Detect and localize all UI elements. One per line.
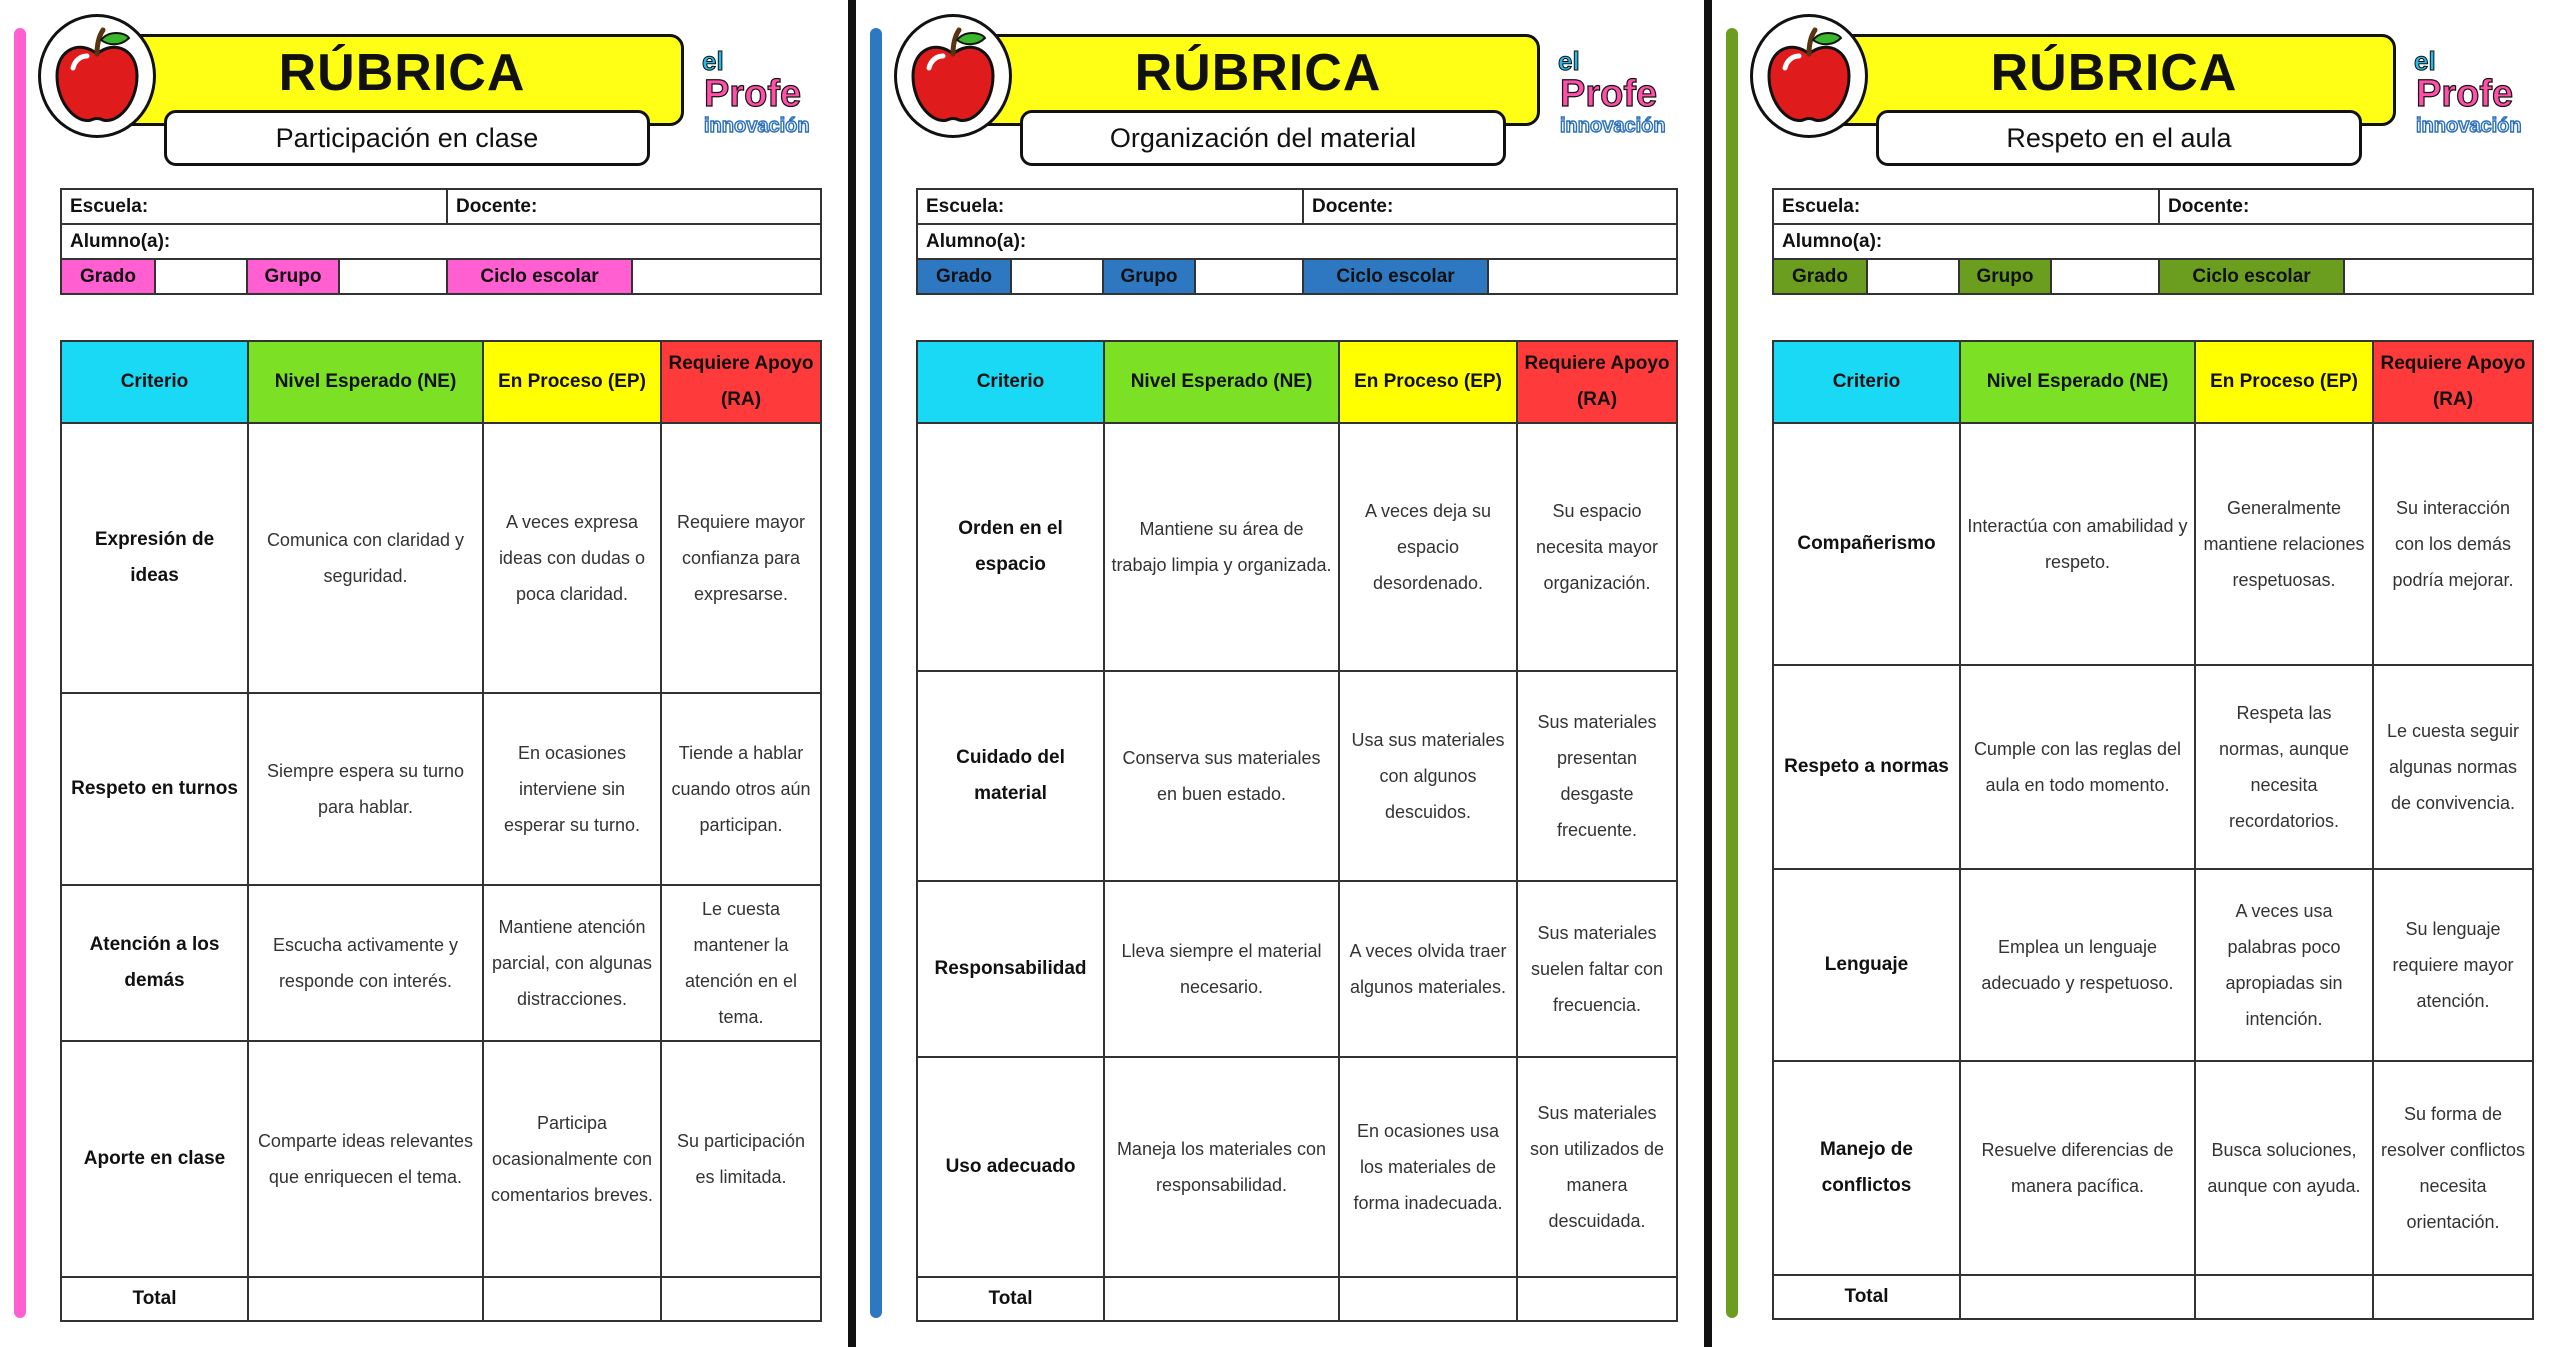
grado-field[interactable] — [155, 259, 247, 294]
total-ne-cell[interactable] — [1960, 1275, 2195, 1319]
col-en-proceso: En Proceso (EP) — [2195, 341, 2373, 423]
table-row — [61, 1041, 821, 1277]
student-info-table — [916, 188, 1678, 295]
criterio-cell: Respeto en turnos — [61, 693, 248, 885]
total-ep-cell[interactable] — [1339, 1277, 1517, 1321]
student-info-table — [60, 188, 822, 295]
total-ra-cell[interactable] — [1517, 1277, 1677, 1321]
table-row — [917, 423, 1677, 671]
ep-cell[interactable]: Mantiene atención parcial, con algunas distracciones. — [483, 885, 661, 1041]
criterio-cell: Atención a los demás — [61, 885, 248, 1041]
col-en-proceso: En Proceso (EP) — [1339, 341, 1517, 423]
rubric-subtitle: Organización del material — [1020, 110, 1506, 166]
total-label: Total — [1773, 1275, 1960, 1319]
table-row — [61, 885, 821, 1041]
total-ne-cell[interactable] — [1104, 1277, 1339, 1321]
criterio-cell: Lenguaje — [1773, 869, 1960, 1061]
criterio-cell: Uso adecuado — [917, 1057, 1104, 1277]
header-row — [61, 341, 821, 423]
ra-cell[interactable]: Requiere mayor confianza para expresarse. — [661, 423, 821, 693]
col-requiere-apoyo: Requiere Apoyo (RA) — [1517, 341, 1677, 423]
apple-badge — [38, 14, 156, 138]
ep-cell[interactable]: Usa sus materiales con algunos descuidos. — [1339, 671, 1517, 881]
ep-cell[interactable]: A veces olvida traer algunos materiales. — [1339, 881, 1517, 1057]
col-criterio: Criterio — [61, 341, 248, 423]
grupo-label: Grupo — [247, 259, 339, 294]
col-requiere-apoyo: Requiere Apoyo (RA) — [661, 341, 821, 423]
criterio-cell: Manejo de conflictos — [1773, 1061, 1960, 1275]
rubric-table — [60, 340, 822, 1322]
logo — [694, 40, 826, 140]
ep-cell[interactable]: A veces expresa ideas con dudas o poca claridad. — [483, 423, 661, 693]
ep-cell[interactable]: En ocasiones interviene sin esperar su turno. — [483, 693, 661, 885]
table-row — [917, 1057, 1677, 1277]
apple-icon — [907, 26, 999, 126]
ne-cell[interactable]: Siempre espera su turno para hablar. — [248, 693, 483, 885]
ra-cell[interactable]: Sus materiales suelen faltar con frecuencia. — [1517, 881, 1677, 1057]
ra-cell[interactable]: Su lenguaje requiere mayor atención. — [2373, 869, 2533, 1061]
criterio-cell: Compañerismo — [1773, 423, 1960, 665]
grupo-field[interactable] — [2051, 259, 2159, 294]
grupo-label: Grupo — [1959, 259, 2051, 294]
ne-cell[interactable]: Comunica con claridad y seguridad. — [248, 423, 483, 693]
student-info-table — [1772, 188, 2534, 295]
ra-cell[interactable]: Le cuesta seguir algunas normas de convivencia. — [2373, 665, 2533, 869]
ciclo-field[interactable] — [632, 259, 821, 294]
svg-text:el: el — [702, 46, 724, 76]
el-profe-logo — [2406, 40, 2538, 140]
grado-label: Grado — [917, 259, 1011, 294]
header-row — [917, 341, 1677, 423]
col-criterio: Criterio — [1773, 341, 1960, 423]
grado-field[interactable] — [1011, 259, 1103, 294]
ra-cell[interactable]: Su espacio necesita mayor organización. — [1517, 423, 1677, 671]
ciclo-label: Ciclo escolar — [1303, 259, 1488, 294]
escuela-field[interactable]: Escuela: — [1773, 189, 2159, 224]
svg-text:innovación: innovación — [704, 115, 810, 137]
docente-field[interactable]: Docente: — [447, 189, 821, 224]
total-ne-cell[interactable] — [248, 1277, 483, 1321]
ciclo-label: Ciclo escolar — [447, 259, 632, 294]
rubric-sheet — [856, 0, 1704, 1347]
rubric-subtitle: Respeto en el aula — [1876, 110, 2362, 166]
table-row — [917, 671, 1677, 881]
rubric-title: RÚBRICA — [1134, 44, 1382, 102]
docente-field[interactable]: Docente: — [1303, 189, 1677, 224]
criterio-cell: Responsabilidad — [917, 881, 1104, 1057]
criterio-cell: Cuidado del material — [917, 671, 1104, 881]
table-row — [1773, 665, 2533, 869]
ciclo-field[interactable] — [1488, 259, 1677, 294]
total-label: Total — [61, 1277, 248, 1321]
escuela-field[interactable]: Escuela: — [61, 189, 447, 224]
criterio-cell: Aporte en clase — [61, 1041, 248, 1277]
svg-text:Profe: Profe — [704, 73, 802, 115]
criterio-cell: Orden en el espacio — [917, 423, 1104, 671]
ne-cell[interactable]: Resuelve diferencias de manera pacífica. — [1960, 1061, 2195, 1275]
svg-text:innovación: innovación — [2416, 115, 2522, 137]
ep-cell[interactable]: Generalmente mantiene relaciones respetuosas. — [2195, 423, 2373, 665]
ep-cell[interactable]: Respeta las normas, aunque necesita recordatorios. — [2195, 665, 2373, 869]
total-ra-cell[interactable] — [661, 1277, 821, 1321]
ne-cell[interactable]: Cumple con las reglas del aula en todo momento. — [1960, 665, 2195, 869]
table-row — [61, 423, 821, 693]
escuela-field[interactable]: Escuela: — [917, 189, 1303, 224]
accent-strip — [14, 28, 26, 1318]
svg-text:Profe: Profe — [2416, 73, 2514, 115]
ep-cell[interactable]: A veces usa palabras poco apropiadas sin intención. — [2195, 869, 2373, 1061]
rubric-subtitle: Participación en clase — [164, 110, 650, 166]
ne-cell[interactable]: Lleva siempre el material necesario. — [1104, 881, 1339, 1057]
rubric-table — [1772, 340, 2534, 1320]
grupo-field[interactable] — [339, 259, 447, 294]
col-nivel-esperado: Nivel Esperado (NE) — [1104, 341, 1339, 423]
accent-strip — [870, 28, 882, 1318]
el-profe-logo — [1550, 40, 1682, 140]
ne-cell[interactable]: Maneja los materiales con responsabilidad. — [1104, 1057, 1339, 1277]
svg-text:el: el — [1558, 46, 1580, 76]
grado-label: Grado — [1773, 259, 1867, 294]
table-row — [917, 881, 1677, 1057]
ne-cell[interactable]: Emplea un lenguaje adecuado y respetuoso. — [1960, 869, 2195, 1061]
ciclo-label: Ciclo escolar — [2159, 259, 2344, 294]
ra-cell[interactable]: Sus materiales presentan desgaste frecuente. — [1517, 671, 1677, 881]
docente-field[interactable]: Docente: — [2159, 189, 2533, 224]
ep-cell[interactable]: En ocasiones usa los materiales de forma inadecuada. — [1339, 1057, 1517, 1277]
grado-field[interactable] — [1867, 259, 1959, 294]
ep-cell[interactable]: A veces deja su espacio desordenado. — [1339, 423, 1517, 671]
el-profe-logo — [694, 40, 826, 140]
total-ep-cell[interactable] — [483, 1277, 661, 1321]
ne-cell[interactable]: Interactúa con amabilidad y respeto. — [1960, 423, 2195, 665]
logo — [2406, 40, 2538, 140]
ep-cell[interactable]: Busca soluciones, aunque con ayuda. — [2195, 1061, 2373, 1275]
table-row — [61, 693, 821, 885]
col-en-proceso: En Proceso (EP) — [483, 341, 661, 423]
apple-icon — [51, 26, 143, 126]
grupo-field[interactable] — [1195, 259, 1303, 294]
rubric-sheet — [0, 0, 848, 1347]
ra-cell[interactable]: Su interacción con los demás podría mejorar. — [2373, 423, 2533, 665]
ciclo-field[interactable] — [2344, 259, 2533, 294]
svg-text:Profe: Profe — [1560, 73, 1658, 115]
rubric-title: RÚBRICA — [1990, 44, 2238, 102]
total-ra-cell[interactable] — [2373, 1275, 2533, 1319]
svg-text:innovación: innovación — [1560, 115, 1666, 137]
ne-cell[interactable]: Conserva sus materiales en buen estado. — [1104, 671, 1339, 881]
apple-badge — [894, 14, 1012, 138]
total-label: Total — [917, 1277, 1104, 1321]
grupo-label: Grupo — [1103, 259, 1195, 294]
svg-text:el: el — [2414, 46, 2436, 76]
rubric-table — [916, 340, 1678, 1322]
criterio-cell: Respeto a normas — [1773, 665, 1960, 869]
rubric-sheet — [1712, 0, 2560, 1347]
ra-cell[interactable]: Le cuesta mantener la atención en el tema. — [661, 885, 821, 1041]
header-row — [1773, 341, 2533, 423]
ra-cell[interactable]: Su participación es limitada. — [661, 1041, 821, 1277]
table-row — [1773, 869, 2533, 1061]
alumno-field[interactable]: Alumno(a): — [917, 224, 1677, 259]
rubric-title: RÚBRICA — [278, 44, 526, 102]
apple-icon — [1763, 26, 1855, 126]
table-row — [1773, 423, 2533, 665]
alumno-field[interactable]: Alumno(a): — [61, 224, 821, 259]
apple-badge — [1750, 14, 1868, 138]
ne-cell[interactable]: Mantiene su área de trabajo limpia y organizada. — [1104, 423, 1339, 671]
ne-cell[interactable]: Escucha activamente y responde con interés. — [248, 885, 483, 1041]
logo — [1550, 40, 1682, 140]
ra-cell[interactable]: Tiende a hablar cuando otros aún participan. — [661, 693, 821, 885]
alumno-field[interactable]: Alumno(a): — [1773, 224, 2533, 259]
col-nivel-esperado: Nivel Esperado (NE) — [1960, 341, 2195, 423]
grado-label: Grado — [61, 259, 155, 294]
total-row — [61, 1277, 821, 1321]
ra-cell[interactable]: Sus materiales son utilizados de manera descuidada. — [1517, 1057, 1677, 1277]
ep-cell[interactable]: Participa ocasionalmente con comentarios breves. — [483, 1041, 661, 1277]
ne-cell[interactable]: Comparte ideas relevantes que enriquecen el tema. — [248, 1041, 483, 1277]
total-row — [1773, 1275, 2533, 1319]
criterio-cell: Expresión de ideas — [61, 423, 248, 693]
ra-cell[interactable]: Su forma de resolver conflictos necesita orientación. — [2373, 1061, 2533, 1275]
col-nivel-esperado: Nivel Esperado (NE) — [248, 341, 483, 423]
table-row — [1773, 1061, 2533, 1275]
total-row — [917, 1277, 1677, 1321]
col-requiere-apoyo: Requiere Apoyo (RA) — [2373, 341, 2533, 423]
col-criterio: Criterio — [917, 341, 1104, 423]
accent-strip — [1726, 28, 1738, 1318]
total-ep-cell[interactable] — [2195, 1275, 2373, 1319]
